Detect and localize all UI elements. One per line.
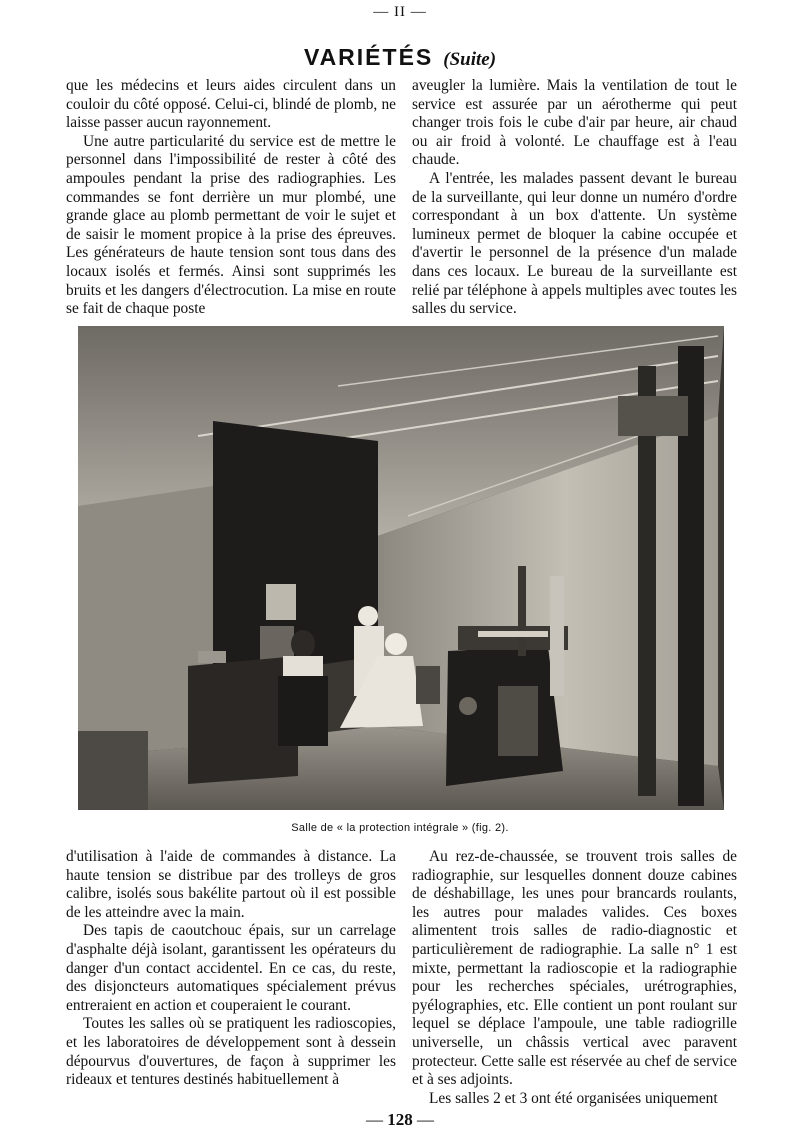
section-title bbox=[0, 44, 800, 71]
figure-caption: Salle de « la protection intégrale » (fig. 2). bbox=[291, 822, 509, 834]
running-head: — II — bbox=[373, 4, 427, 20]
section-title-main: VARIÉTÉS bbox=[303, 44, 434, 70]
bottom-right-column bbox=[412, 848, 737, 1108]
page-number: — 128 — bbox=[366, 1110, 434, 1129]
paragraph: A l'entrée, les malades passent devant le bureau de la surveillante, qui leur donne un numéro d'ordre correspondant à un box d'attente. Un système lumineux permet de bloquer la cabine occupée et d'avertir le personnel de la présence d'un malade dans ces locaux. Le bureau de la surveillante est relié par téléphone à appels multiples avec toutes les salles du service. bbox=[412, 169, 737, 318]
paragraph: Au rez-de-chaussée, se trouvent trois salles de radiographie, sur lesquelles donnent douze cabines de déshabillage, les unes pour brancards roulants, les autres pour malades valides. Ces boxes alimentent trois salles de radio-diagnostic et particulièrement de radiographie. La salle n° 1 est mixte, permettant la radioscopie et la radiographie pour les recherches spéciales, urétrographies, pyélographies, etc. Elle contient un pont roulant sur lequel se déplace l'ampoule, une table radiogrille universelle, un châssis vertical avec paravent protecteur. Cette salle est réservée au chef de service et à ses adjoints. bbox=[412, 848, 737, 1089]
section-title-subtitle: (Suite) bbox=[443, 49, 497, 70]
paragraph: Des tapis de caoutchouc épais, sur un carrelage d'asphalte déjà isolant, garantissent les opérateurs du danger d'un contact accidentel. En ce cas, du reste, des disjoncteurs automatiques spécialement prévus entreraient en action et couperaient le courant. bbox=[66, 922, 396, 1014]
page-number-value: 128 bbox=[387, 1110, 413, 1129]
top-right-column bbox=[412, 77, 737, 319]
radiology-room-photograph bbox=[78, 326, 724, 810]
paragraph: Une autre particularité du service est de mettre le personnel dans l'impossibilité de rester à côté des ampoules pendant la prise des radiographies. Les commandes se font derrière un mur plombé, une grande glace au plomb permettant de voir le sujet et de saisir le moment propice à la prise des épreuves. Les générateurs de haute tension sont tous dans des locaux isolés et fermés. Ainsi sont supprimés les bruits et les dangers d'électrocution. La mise en route se fait de chaque poste bbox=[66, 132, 396, 318]
paragraph: d'utilisation à l'aide de commandes à distance. La haute tension se distribue par des trolleys de gros calibre, isolés sous bakélite partout où il est possible de les atteindre avec la main. bbox=[66, 848, 396, 921]
paragraph: que les médecins et leurs aides circulent dans un couloir du côté opposé. Celui-ci, blindé de plomb, ne laisse passer aucun rayonnement. bbox=[66, 77, 396, 132]
paragraph: aveugler la lumière. Mais la ventilation de tout le service est assurée par un aérotherme qui peut changer trois fois le cube d'air par heure, air chaud ou air froid à volonté. Le chauffage est à l'eau chaude. bbox=[412, 77, 737, 169]
paragraph: Les salles 2 et 3 ont été organisées uniquement bbox=[429, 1089, 718, 1107]
top-left-column bbox=[66, 77, 396, 319]
bottom-left-column bbox=[66, 848, 396, 1090]
paragraph: Toutes les salles où se pratiquent les radioscopies, et les laboratoires de développement sont à dessein dépourvus d'ouvertures, de façon à supprimer les rideaux et tentures destinés habituellement à bbox=[66, 1015, 396, 1089]
